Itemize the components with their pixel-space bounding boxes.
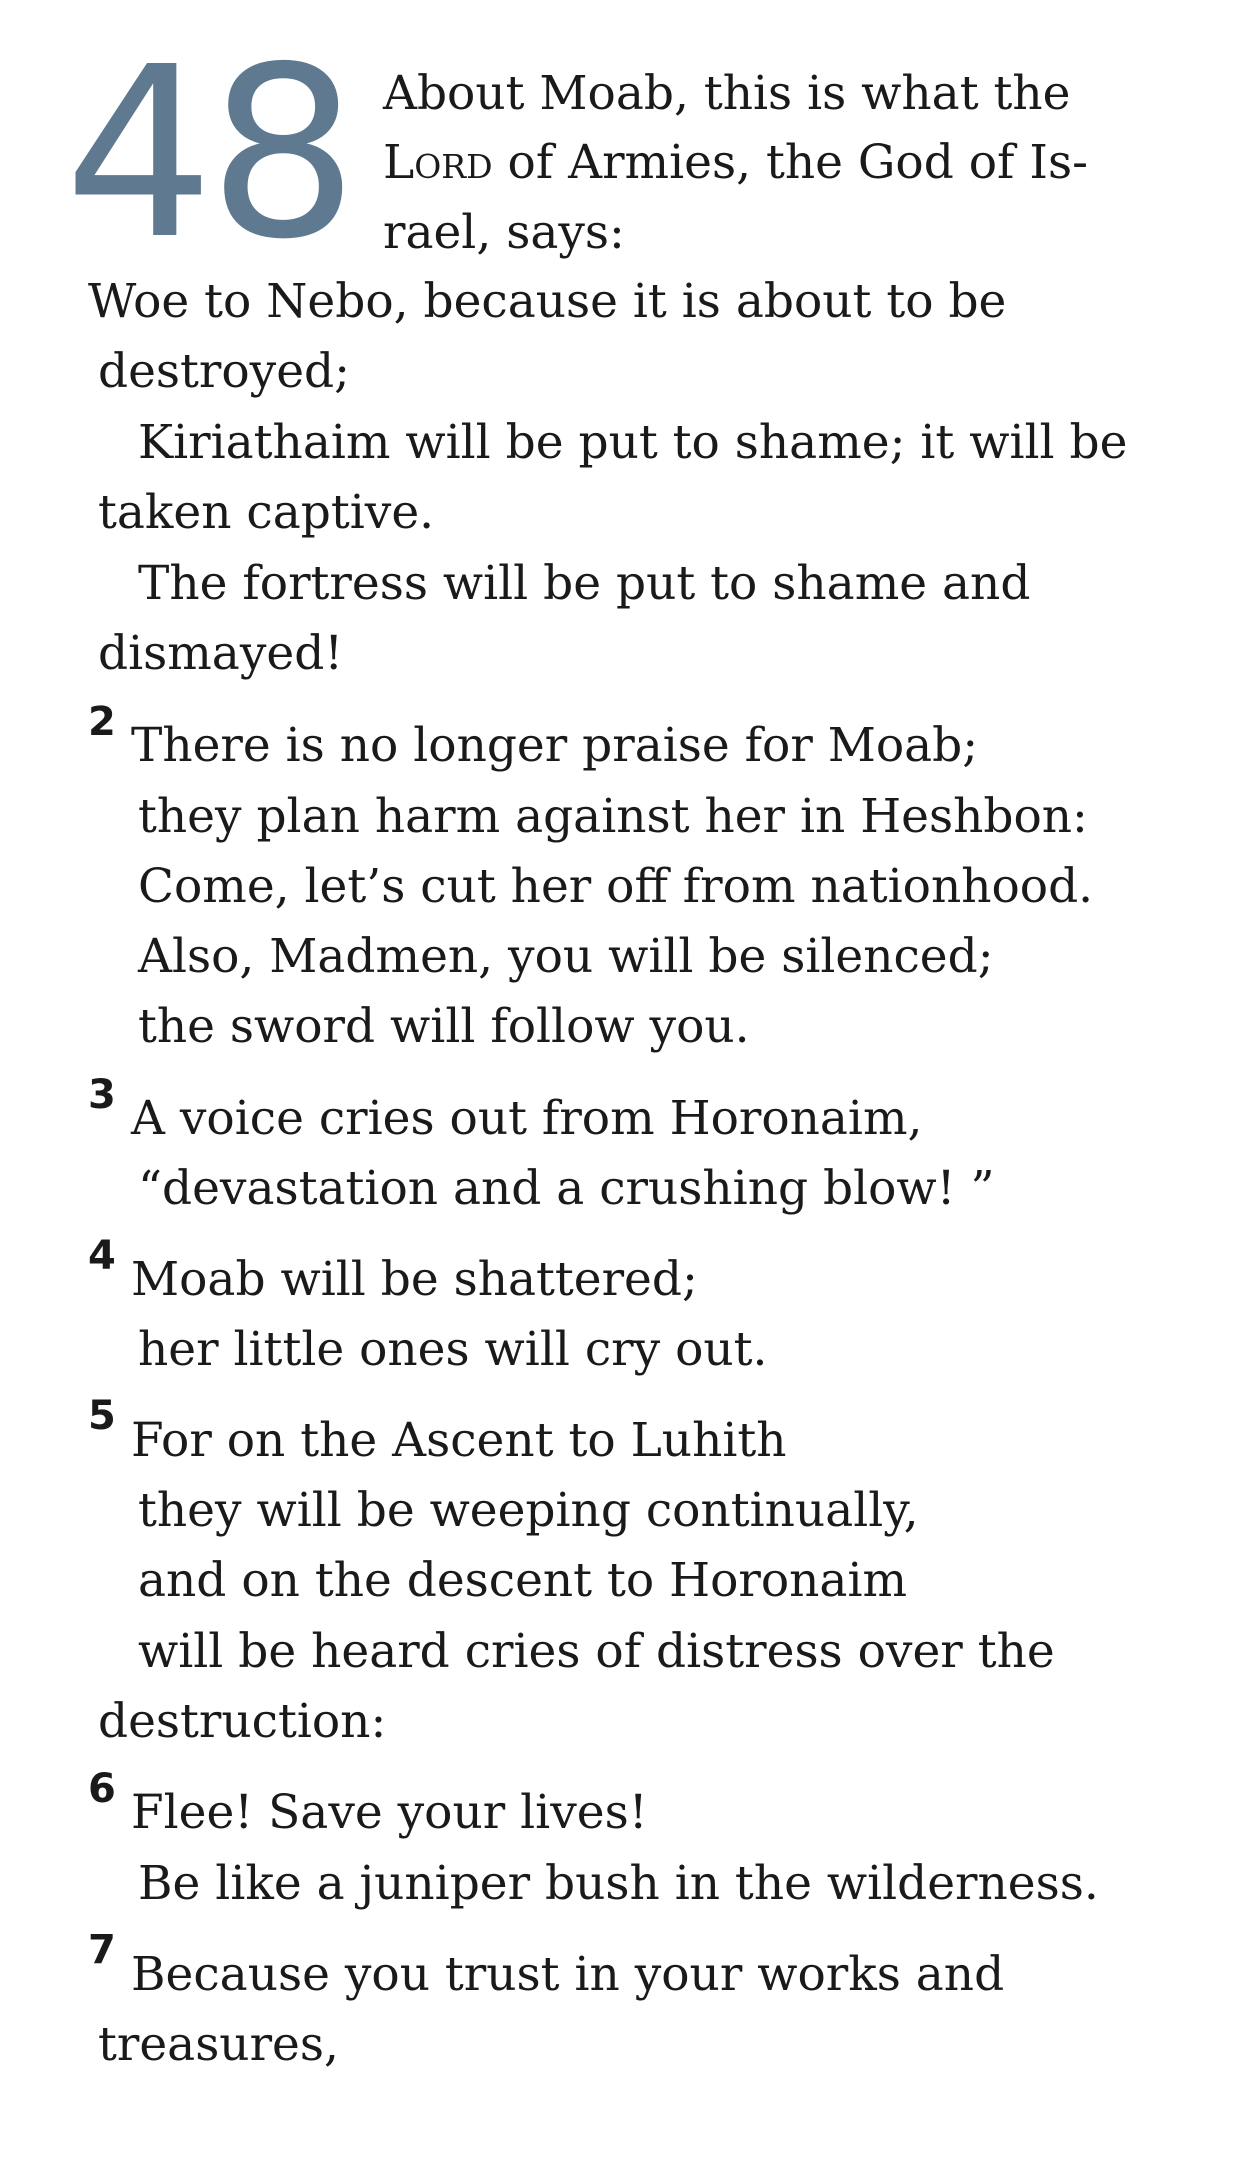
intro-line-2 <box>383 133 1088 193</box>
intro-line-1: About Moab, this is what the <box>383 66 1071 121</box>
verse-2-line-5: the sword will follow you. <box>138 999 750 1054</box>
lord-smallcaps: Lord <box>383 135 493 190</box>
verse-number-4: 4 <box>88 1233 116 1279</box>
verse-4-line-2: her little ones will cry out. <box>138 1322 768 1377</box>
verse-7-line-1: Because you trust in your works and <box>131 1947 1005 2002</box>
verse-1-line-2: destroyed; <box>98 344 350 399</box>
verse-1-line-5: The fortress will be put to shame and <box>138 556 1031 611</box>
verse-5-line-5: destruction: <box>98 1694 387 1749</box>
verse-number-3: 3 <box>88 1072 116 1118</box>
verse-number-2: 2 <box>88 699 116 745</box>
verse-2-line-1: There is no longer praise for Moab; <box>131 718 979 773</box>
verse-2-line-3: Come, let’s cut her off from nationhood. <box>138 859 1094 914</box>
verse-1-line-1: Woe to Nebo, because it is about to be <box>88 274 1007 329</box>
verse-4-line-1: Moab will be shattered; <box>131 1252 698 1307</box>
verse-5-line-4: will be heard cries of distress over the <box>138 1624 1055 1679</box>
verse-number-5: 5 <box>88 1393 116 1439</box>
verse-5-line-1: For on the Ascent to Luhith <box>131 1413 787 1468</box>
intro-line-2-rest: of Armies, the God of Is- <box>492 135 1088 190</box>
verse-5-line-2: they will be weeping continually, <box>138 1483 919 1538</box>
verse-3-line-2: “devastation and a crushing blow! ” <box>138 1161 995 1216</box>
chapter-number: 48 <box>64 16 353 291</box>
verse-1-line-6: dismayed! <box>98 626 344 681</box>
verse-7-line-2: treasures, <box>98 2017 339 2072</box>
verse-3-line-1: A voice cries out from Horonaim, <box>131 1091 923 1146</box>
verse-5-line-3: and on the descent to Horonaim <box>138 1553 908 1608</box>
verse-number-6: 6 <box>88 1766 116 1812</box>
verse-6-line-1: Flee! Save your lives! <box>131 1785 648 1840</box>
verse-number-7: 7 <box>88 1927 116 1973</box>
verse-2-line-4: Also, Madmen, you will be silenced; <box>138 929 994 984</box>
intro-line-3: rael, says: <box>383 205 625 260</box>
verse-1-line-3: Kiriathaim will be put to shame; it will be <box>138 415 1128 470</box>
verse-2-line-2: they plan harm against her in Heshbon: <box>138 789 1088 844</box>
verse-6-line-2: Be like a juniper bush in the wilderness. <box>138 1856 1099 1911</box>
verse-1-line-4: taken captive. <box>98 485 435 540</box>
